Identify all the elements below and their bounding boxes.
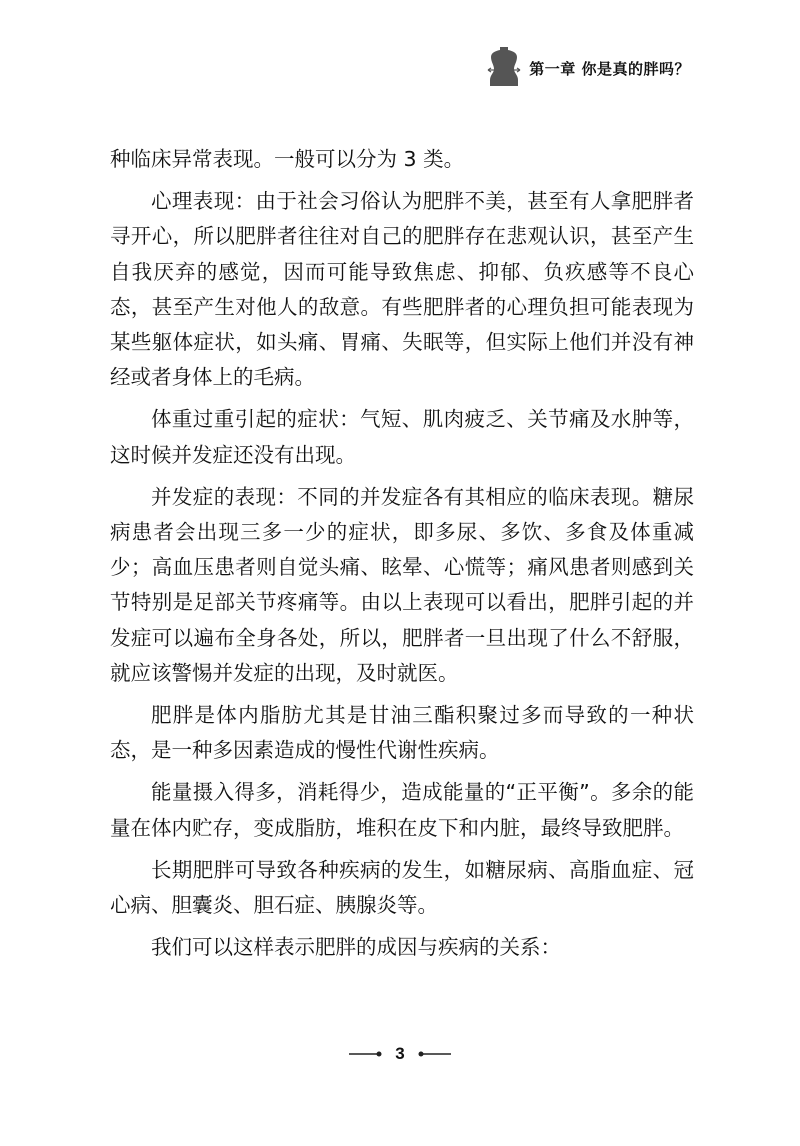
page-footer [0, 1044, 800, 1064]
dress-form-icon [485, 44, 523, 92]
chapter-title: 第一章 你是真的胖吗？ [529, 59, 690, 78]
paragraph: 我们可以这样表示肥胖的成因与疾病的关系： [151, 935, 561, 960]
body-text [110, 142, 694, 972]
paragraph: 肥胖是体内脂肪尤其是甘油三酯积聚过多而导致的一种状态，是一种多因素造成的慢性代谢性疾病。 [110, 703, 694, 763]
paragraph: 种临床异常表现。一般可以分为 3 类。 [110, 147, 465, 171]
paragraph: 长期肥胖可导致各种疾病的发生，如糖尿病、高脂血症、冠心病、胆囊炎、胆石症、胰腺炎等。 [110, 857, 694, 918]
right-ornament-icon [417, 1049, 451, 1059]
left-ornament-icon [349, 1049, 383, 1059]
page-number: 3 [395, 1044, 405, 1063]
paragraph: 能量摄入得多，消耗得少，造成能量的“正平衡”。多余的能量在体内贮存，变成脂肪，堆积在皮下和内脏，最终导致肥胖。 [110, 780, 694, 840]
paragraph: 体重过重引起的症状：气短、肌肉疲乏、关节痛及水肿等，这时候并发症还没有出现。 [110, 407, 694, 467]
paragraph: 心理表现：由于社会习俗认为肥胖不美，甚至有人拿肥胖者寻开心，所以肥胖者往往对自己的肥胖存在悲观认识，甚至产生自我厌弃的感觉，因而可能导致焦虑、抑郁、负疚感等不良心态，甚至产生对他人的敌意。有些肥胖者的心理负担可能表现为某些躯体症状，如头痛、胃痛、失眠等，但实际上他们并没有神经或者身体上的毛病。 [110, 189, 694, 390]
paragraph: 并发症的表现：不同的并发症各有其相应的临床表现。糖尿病患者会出现三多一少的症状，即多尿、多饮、多食及体重减少；高血压患者则自觉头痛、眩晕、心慌等；痛风患者则感到关节特别是足部关节疼痛等。由以上表现可以看出，肥胖引起的并发症可以遍布全身各处，所以，肥胖者一旦出现了什么不舒服，就应该警惕并发症的出现，及时就医。 [110, 484, 694, 685]
running-header [485, 44, 690, 92]
